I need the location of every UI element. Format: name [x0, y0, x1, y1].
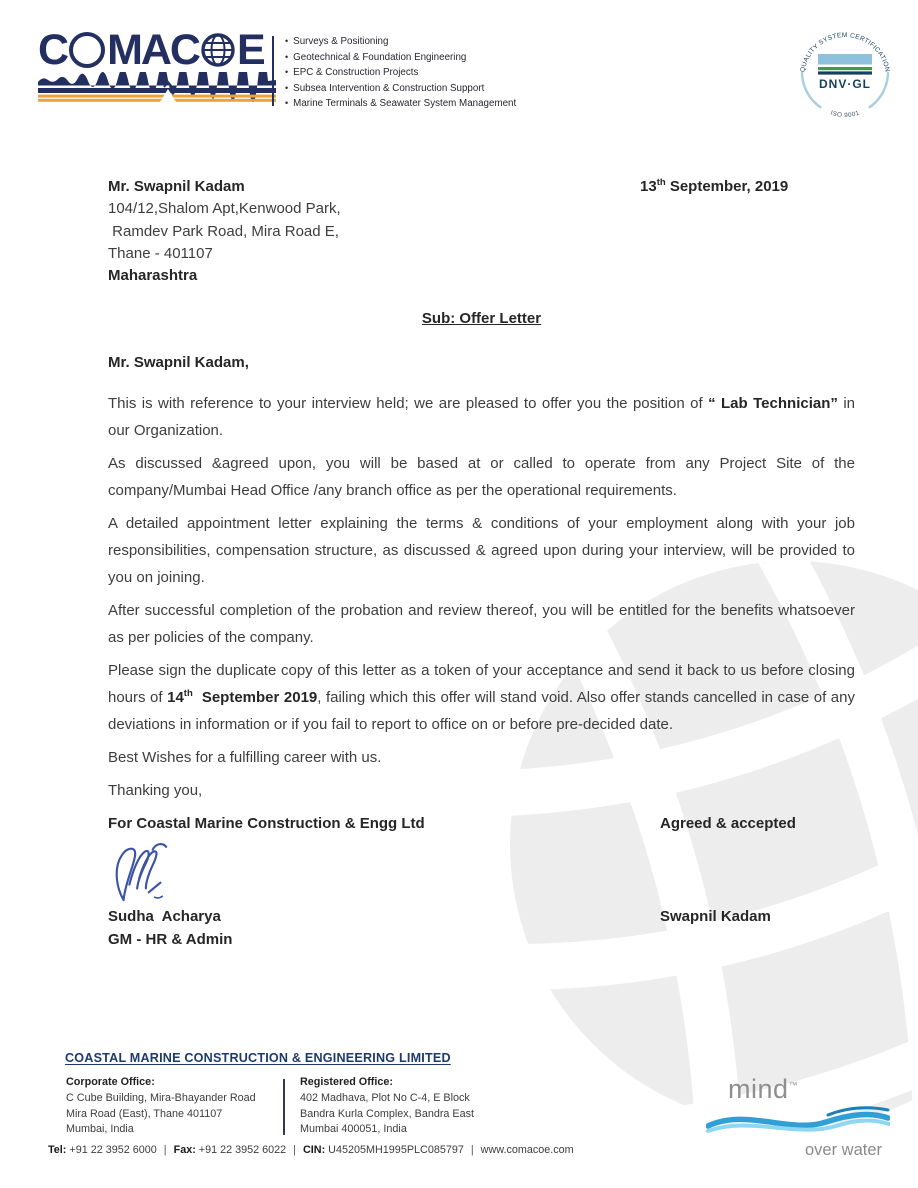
- deadline-rest: September 2019: [192, 689, 318, 707]
- cin-value: U45205MH1995PLC085797: [325, 1144, 464, 1156]
- website-text: www.comacoe.com: [480, 1144, 574, 1156]
- signoff-row: [108, 810, 855, 837]
- recipient-address-line: 104/12,Shalom Apt,Kenwood Park,: [108, 200, 341, 218]
- handwritten-signature: [110, 840, 172, 904]
- date-ordinal: th: [656, 177, 666, 188]
- recipient-address-line: Thane - 401107: [108, 244, 213, 262]
- registered-office-line: Mumbai 400051, India: [300, 1123, 407, 1136]
- date-rest: September, 2019: [665, 178, 789, 195]
- separator: |: [293, 1144, 296, 1156]
- bullet-icon: •: [285, 36, 289, 46]
- separator: |: [163, 1144, 167, 1156]
- company-signoff: For Coastal Marine Construction & Engg Ltd: [108, 815, 425, 833]
- bullet-icon: •: [285, 51, 289, 62]
- thanking-line: Thanking you,: [108, 782, 203, 800]
- logo-letters-mac: MAC: [107, 26, 199, 74]
- corporate-office-block: [66, 1075, 256, 1138]
- separator: |: [470, 1144, 474, 1156]
- badge-arc-top-text: QUALITY SYSTEM CERTIFICATION: [799, 31, 891, 73]
- trademark-symbol: ™: [788, 1080, 799, 1090]
- registered-office-block: [300, 1075, 474, 1138]
- paragraph-location: As discussed &agreed upon, you will be based at or called to operate from any Project Site of the company/Mumbai Head Office /any branch office as per the operational requirements.: [108, 455, 855, 500]
- paragraph-text: This is with reference to your interview held; we are pleased to offer you the position of: [108, 395, 709, 413]
- date-day: 13: [640, 178, 657, 195]
- badge-brand-text: DNV·GL: [819, 77, 871, 91]
- subject-line: Sub: Offer Letter: [421, 310, 542, 328]
- bullet-icon: •: [285, 98, 289, 109]
- header-divider: [272, 36, 274, 106]
- signer-row: [108, 905, 855, 928]
- recipient-state: Maharashtra: [108, 267, 198, 285]
- paragraph-text: Please sign the duplicate copy of this letter as a token of your acceptance and send it back to us before closing hours of: [108, 662, 855, 707]
- logo-letter-c: C: [38, 26, 68, 74]
- deadline-ordinal: th: [183, 688, 193, 700]
- mind-wordmark: [706, 1070, 896, 1104]
- paragraph-text: , failing which this offer will stand void. Also offer stands cancelled in case of any deviations in information or if you fail to report to office on or before pre-decided date.: [108, 689, 855, 734]
- logo-letter-e: E: [237, 26, 264, 74]
- mind-text: mind: [728, 1074, 789, 1104]
- badge-arc-bottom-text: ISO 9001: [829, 109, 861, 120]
- signature-area: [110, 840, 855, 904]
- comacoe-logo: [38, 28, 278, 107]
- best-wishes-line: Best Wishes for a fulfilling career with us.: [108, 749, 382, 767]
- fax-label: Fax:: [173, 1144, 196, 1156]
- corporate-office-line: Mumbai, India: [66, 1123, 134, 1136]
- water-waves-icon: [706, 1104, 890, 1138]
- paragraph-text: in our Organization.: [108, 395, 855, 440]
- registered-office-line: 402 Madhava, Plot No C-4, E Block: [300, 1091, 470, 1104]
- paragraph-acceptance: [108, 657, 855, 738]
- corporate-office-line: C Cube Building, Mira-Bhayander Road: [66, 1091, 256, 1104]
- service-item: [285, 65, 516, 81]
- service-label: Surveys & Positioning: [293, 36, 389, 47]
- recipient-block: [108, 176, 855, 287]
- accepter-name: Swapnil Kadam: [660, 908, 771, 926]
- logo-o-ring-icon: [68, 31, 106, 69]
- footer-divider: [283, 1079, 285, 1135]
- comacoe-wordmark: [38, 28, 278, 72]
- recipient-address-line: Ramdev Park Road, Mira Road E,: [108, 222, 339, 240]
- fax-value: +91 22 3952 6022: [195, 1144, 287, 1156]
- deadline-date: [167, 689, 317, 706]
- signer-title: GM - HR & Admin: [108, 931, 233, 949]
- bullet-icon: •: [285, 67, 289, 78]
- letter-date: [640, 176, 788, 198]
- mind-over-water-logo: [706, 1070, 896, 1160]
- cin-label: CIN:: [302, 1144, 326, 1156]
- registered-office-line: Bandra Kurla Complex, Bandra East: [300, 1107, 475, 1120]
- dnv-gl-certification-badge: [793, 20, 897, 124]
- logo-globe-icon: [200, 32, 236, 68]
- over-water-text: over water: [804, 1141, 882, 1159]
- paragraph-probation: After successful completion of the probation and review thereof, you will be entitled for the benefits whatsoever as per policies of the company.: [108, 602, 855, 647]
- footer-company-name: COASTAL MARINE CONSTRUCTION & ENGINEERING LIMITED: [65, 1051, 451, 1065]
- corporate-office-label: Corporate Office:: [66, 1076, 155, 1088]
- letter-body: [108, 176, 855, 951]
- svg-text:QUALITY SYSTEM CERTIFICATION: [799, 32, 890, 73]
- services-list: [285, 34, 516, 112]
- paragraph-appointment: A detailed appointment letter explaining the terms & conditions of your employment along with your job responsibilities, compensation structure, as discussed & agreed upon during your interview, will be provided to you on joining.: [108, 515, 855, 587]
- recipient-name: Mr. Swapnil Kadam: [108, 178, 245, 195]
- service-item: [285, 50, 516, 66]
- footer-contact-line: [48, 1144, 574, 1156]
- logo-waves-icon: [38, 72, 276, 102]
- service-item: [285, 34, 516, 50]
- agreed-accepted-label: Agreed & accepted: [660, 815, 796, 833]
- deadline-day: 14: [167, 689, 184, 707]
- service-label: EPC & Construction Projects: [293, 67, 419, 79]
- corporate-office-line: Mira Road (East), Thane 401107: [66, 1107, 223, 1120]
- bullet-icon: •: [285, 82, 289, 93]
- service-item: [285, 96, 516, 112]
- service-label: Marine Terminals & Seawater System Management: [293, 98, 517, 110]
- paragraph-offer: [108, 390, 855, 444]
- tel-label: Tel:: [48, 1144, 67, 1156]
- service-label: Geotechnical & Foundation Engineering: [293, 51, 467, 63]
- registered-office-label: Registered Office:: [300, 1076, 393, 1088]
- salutation: Mr. Swapnil Kadam,: [108, 354, 249, 372]
- service-item: [285, 81, 516, 97]
- service-label: Subsea Intervention & Construction Support: [293, 82, 485, 94]
- position-title: “ Lab Technician”: [708, 395, 838, 413]
- signer-name: Sudha Acharya: [108, 908, 221, 926]
- tel-value: +91 22 3952 6000: [66, 1144, 157, 1156]
